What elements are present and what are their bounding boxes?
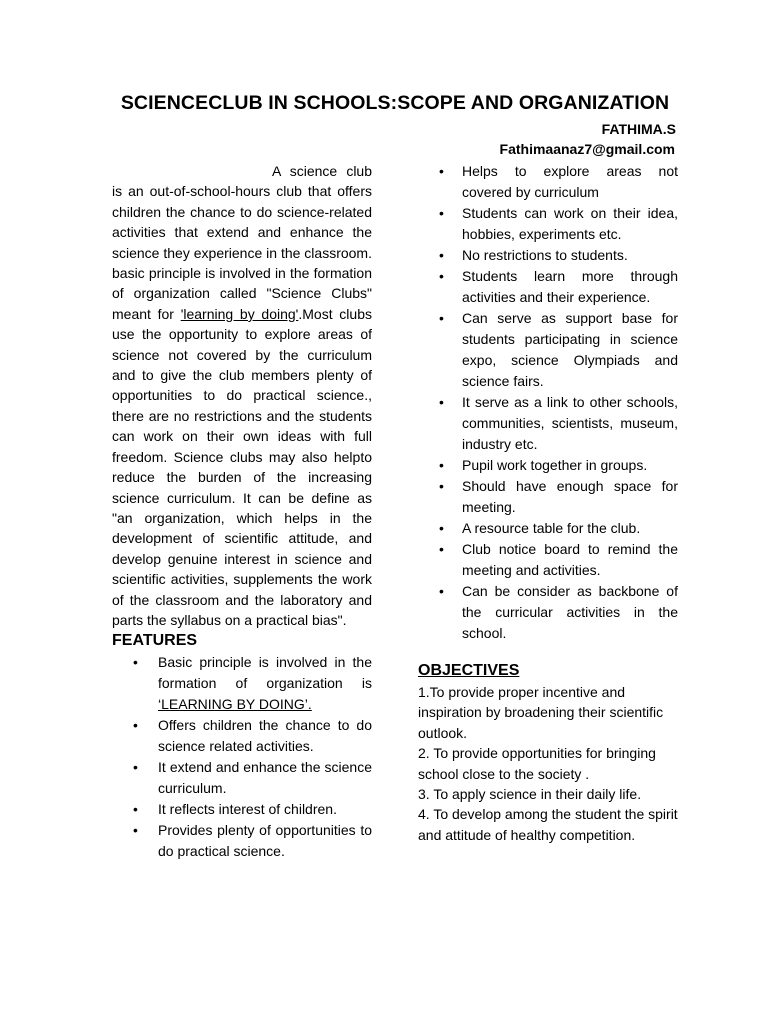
features-list bbox=[112, 652, 372, 862]
list-item-text: Can be consider as backbone of the curricular activities in the school. bbox=[462, 583, 678, 641]
list-item bbox=[112, 757, 372, 799]
bullet-icon: • bbox=[439, 394, 444, 410]
list-item bbox=[112, 820, 372, 862]
author-email: Fathimaanaz7@gmail.com bbox=[499, 141, 675, 157]
bullet-icon: • bbox=[439, 520, 444, 536]
list-item bbox=[418, 203, 678, 245]
list-item-text: Students can work on their idea, hobbies, experiments etc. bbox=[462, 205, 678, 242]
bullet-icon: • bbox=[133, 801, 138, 818]
list-item-text: No restrictions to students. bbox=[462, 247, 628, 263]
bullet-icon: • bbox=[133, 717, 138, 734]
bullet-icon: • bbox=[439, 310, 444, 326]
list-item-text: Students learn more through activities and their experience. bbox=[462, 268, 678, 305]
intro-text-part2: .Most clubs use the opportunity to explore areas of science not covered by the curriculum and to give the club members plenty of opportunities to do practical science., there are no restrictions and the students can work on their own ideas with full freedom. Science clubs may also helpto reduce the burden of the increasing science curriculum. It can be define as "an organization, which helps in the development of scientific attitude, and develop genuine interest in science and scientific activities, supplements the work of the classroom and the laboratory and parts the syllabus on a practical bias". bbox=[112, 305, 372, 628]
list-item bbox=[418, 392, 678, 455]
list-item bbox=[418, 476, 678, 518]
feature-text: Provides plenty of opportunities to do practical science. bbox=[158, 822, 372, 860]
feature-text: Basic principle is involved in the formation of organization is bbox=[158, 654, 372, 692]
list-item-text: Helps to explore areas not covered by curriculum bbox=[462, 163, 678, 200]
bullet-icon: • bbox=[439, 205, 444, 221]
bullet-icon: • bbox=[133, 759, 138, 776]
objective-item: 1.To provide proper incentive and inspiration by broadening their scientific outlook. bbox=[418, 684, 664, 741]
bullet-icon: • bbox=[133, 822, 138, 839]
intro-text-part1: A science club is an out-of-school-hours club that offers children the chance to do science-related activities that extend and enhance the science they experience in the classroom. basic principle is involved in the formation of organization called "Science Clubs" meant for bbox=[112, 163, 372, 322]
list-item bbox=[112, 652, 372, 715]
features-heading: FEATURES bbox=[112, 632, 198, 650]
list-item-text: Pupil work together in groups. bbox=[462, 457, 648, 473]
list-item bbox=[418, 518, 678, 539]
intro-underlined-phrase: 'learning by doing' bbox=[180, 305, 299, 322]
bullet-icon: • bbox=[439, 478, 444, 494]
bullet-icon: • bbox=[439, 457, 444, 473]
feature-text: It extend and enhance the science curriculum. bbox=[158, 759, 372, 797]
bullet-icon: • bbox=[439, 163, 444, 179]
list-item bbox=[418, 581, 678, 644]
objective-item: 3. To apply science in their daily life. bbox=[418, 786, 642, 803]
bullet-icon: • bbox=[439, 268, 444, 284]
left-column bbox=[112, 161, 372, 862]
list-item bbox=[418, 455, 678, 476]
bullet-icon: • bbox=[133, 654, 138, 671]
right-column bbox=[418, 161, 678, 845]
list-item bbox=[112, 715, 372, 757]
list-item-text: Should have enough space for meeting. bbox=[462, 478, 678, 515]
list-item-text: Can serve as support base for students participating in science expo, science Olympiads and science fairs. bbox=[462, 310, 678, 389]
list-item-text: Club notice board to remind the meeting and activities. bbox=[462, 541, 678, 578]
author-name: FATHIMA.S bbox=[601, 121, 676, 137]
feature-underlined: ‘LEARNING BY DOING’. bbox=[158, 696, 312, 713]
feature-text: It reflects interest of children. bbox=[158, 801, 337, 818]
bullet-icon: • bbox=[439, 247, 444, 263]
list-item bbox=[418, 539, 678, 581]
list-item-text: A resource table for the club. bbox=[462, 520, 641, 536]
objective-item: 4. To develop among the student the spirit and attitude of healthy competition. bbox=[418, 806, 678, 843]
bullet-icon: • bbox=[439, 583, 444, 599]
list-item bbox=[418, 308, 678, 392]
list-item bbox=[112, 799, 372, 820]
characteristics-list bbox=[418, 161, 678, 644]
objective-item: 2. To provide opportunities for bringing school close to the society . bbox=[418, 745, 656, 782]
objectives-list bbox=[418, 682, 678, 845]
list-item bbox=[418, 245, 678, 266]
list-item-text: It serve as a link to other schools, communities, scientists, museum, industry etc. bbox=[462, 394, 678, 452]
list-item bbox=[418, 266, 678, 308]
document-title: SCIENCECLUB IN SCHOOLS:SCOPE AND ORGANIZATION bbox=[120, 92, 670, 114]
bullet-icon: • bbox=[439, 541, 444, 557]
intro-paragraph bbox=[112, 161, 372, 630]
objectives-heading: OBJECTIVES bbox=[418, 662, 520, 679]
feature-text: Offers children the chance to do science related activities. bbox=[158, 717, 372, 755]
list-item bbox=[418, 161, 678, 203]
